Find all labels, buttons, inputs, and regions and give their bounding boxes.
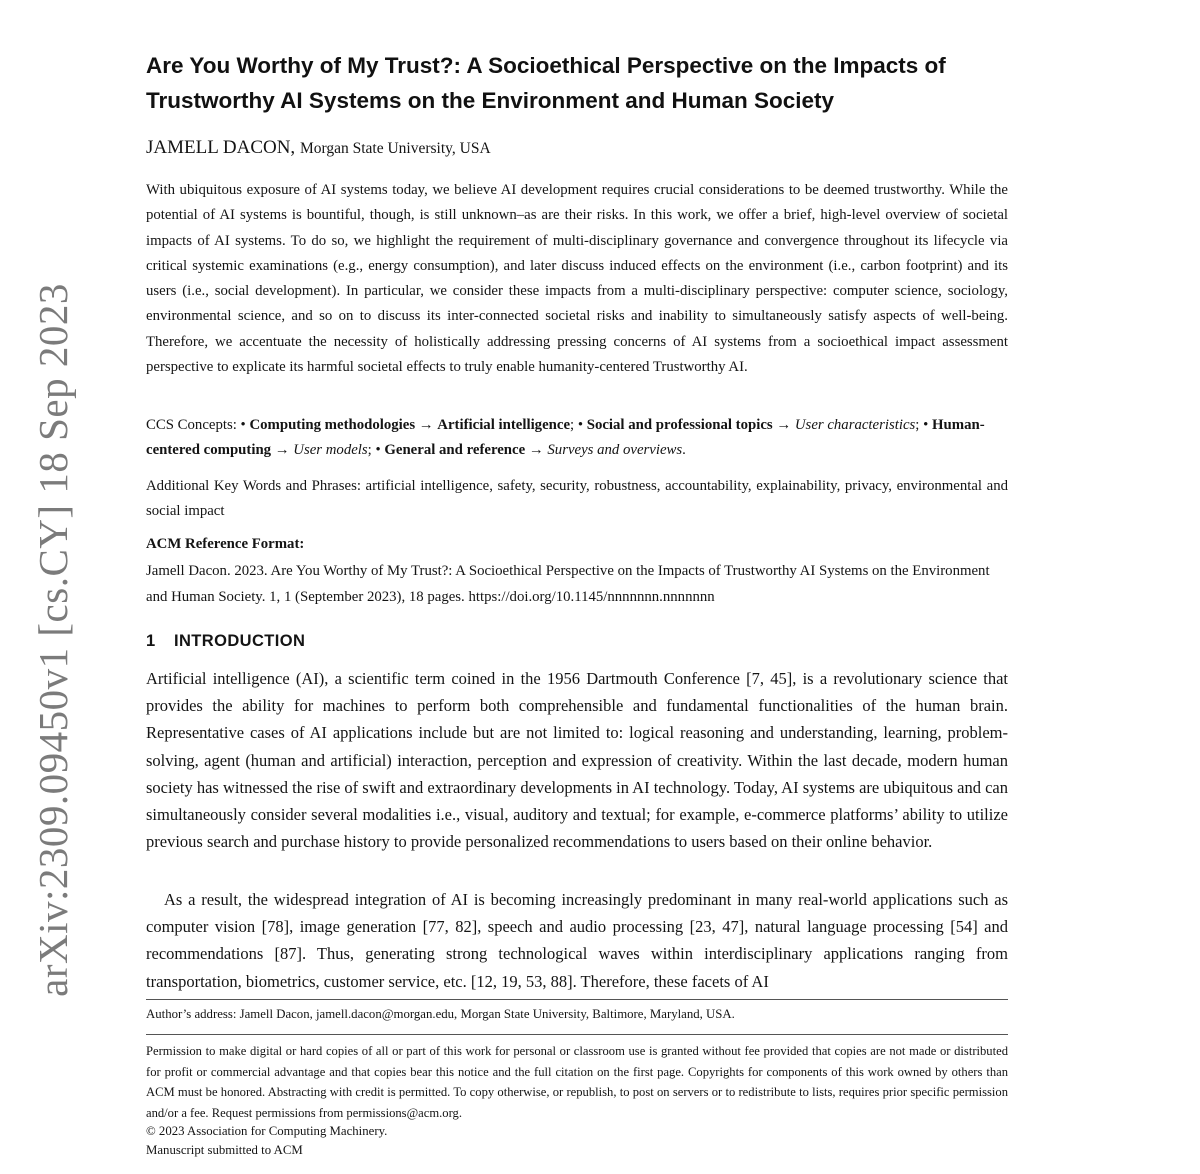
ccs-c1-sub: Artificial intelligence [437,417,571,433]
reference-body: Jamell Dacon. 2023. Are You Worthy of My Trust?: A Socioethical Perspective on the Impacts of Trustworthy AI Systems on the Environment and Human Society. 1, 1 (September 2023), 18 pages. https://doi.org/10.1145/nnnnnnn.nnnnnnn [146,563,990,605]
manuscript-note: Manuscript submitted to ACM [146,1143,303,1157]
ccs-concepts: CCS Concepts: • Computing methodologies → Artificial intelligence; • Social and professional topics → User characteristics; • Human-centered computing → User models; • General and reference → Surveys and overviews. [146,417,985,458]
abstract: With ubiquitous exposure of AI systems today, we believe AI development requires crucial considerations to be deemed trustworthy. While the potential of AI systems is bountiful, though, is still unknown–as are their risks. In this work, we offer a brief, high-level overview of societal impacts of AI systems. To do so, we highlight the requirement of multi-disciplinary governance and convergence throughout its lifecycle via critical systemic examinations (e.g., energy consumption), and later discuss induced effects on the environment (i.e., carbon footprint) and its users (i.e., social development). In particular, we consider these impacts from a multi-disciplinary perspective: computer science, sociology, environmental science, and so on to discuss its inter-connected societal risks and inability to simultaneously satisfy aspects of well-being. Therefore, we accentuate the necessity of holistically addressing pressing concerns of AI systems from a socioethical impact assessment perspective to explicate its harmful societal effects to truly enable humanity-centered Trustworthy AI. [146,182,1008,376]
title-line-2: Trustworthy AI Systems on the Environment and Human Society [146,88,835,113]
intro-paragraph-2: As a result, the widespread integration of AI is becoming increasingly predominant in many real-world applications such as computer vision [78], image generation [77, 82], speech and audio processing [23, 47], natural language processing [54] and recommendations [87]. Thus, generating strong technological waves within interdisciplinary applications ranging from transportation, biometrics, customer service, etc. [12, 19, 53, 88]. Therefore, these facets of AI [146,890,1008,991]
footnote-divider [146,999,1008,1000]
ccs-c1-bold: Computing methodologies [249,417,416,433]
author-block [146,137,491,159]
arxiv-identifier [20,283,86,997]
ccs-c2-sub: User characteristics [794,417,916,433]
copyright-notice: © 2023 Association for Computing Machinery. [146,1124,388,1138]
ccs-c2-bold: Social and professional topics [586,417,773,433]
ccs-c4-bold: General and reference [384,442,526,458]
keywords: Additional Key Words and Phrases: artificial intelligence, safety, security, robustness, accountability, explainability, privacy, environmental and social impact [146,478,1008,519]
ccs-c4-sub: Surveys and overviews [547,442,683,458]
author-affiliation: Morgan State University, USA [299,140,491,157]
ccs-c3-sub: User models [293,442,368,458]
permission-notice: Permission to make digital or hard copies of all or part of this work for personal or classroom use is granted without fee provided that copies are not made or distributed for profit or commercial advantage and that copies bear this notice and the full citation on the first page. Copyrights for components of this work owned by others than ACM must be honored. Abstracting with credit is permitted. To copy otherwise, or republish, to post on servers or to redistribute to lists, requires prior specific permission and/or a fee. Request permissions from permissions@acm.org. [146,1044,1008,1121]
paper-title [146,48,1008,118]
arxiv-identifier-text: arXiv:2309.09450v1 [cs.CY] 18 Sep 2023 [30,283,77,997]
ccs-label: CCS Concepts: [146,417,241,433]
title-line-1: Are You Worthy of My Trust?: A Socioethical Perspective on the Impacts of [146,53,946,78]
author-name: JAMELL DACON, [146,137,296,158]
section-number: 1 [146,632,156,650]
permission-divider [146,1034,1008,1035]
intro-paragraph-1: Artificial intelligence (AI), a scientific term coined in the 1956 Dartmouth Conference [7, 45], is a revolutionary science that provides the ability for machines to perform both comprehensible and fundamental functionalities of the human brain. Representative cases of AI applications include but are not limited to: logical reasoning and understanding, learning, problem-solving, agent (human and artificial) interaction, perception and expression of creativity. Within the last decade, modern human society has witnessed the rise of swift and extraordinary developments in AI technology. Today, AI systems are ubiquitous and can simultaneously consider several modalities i.e., visual, auditory and textual; for example, e-commerce platforms’ ability to utilize previous search and purchase history to provide personalized recommendations to users based on their online behavior. [146,669,1008,852]
reference-heading: ACM Reference Format: [146,536,305,552]
section-title: INTRODUCTION [174,632,306,650]
author-address: Author’s address: Jamell Dacon, jamell.dacon@morgan.edu, Morgan State University, Baltimore, Maryland, USA. [146,1007,735,1021]
ccs-c3-bold: Human-centered computing [146,417,985,458]
section-heading [146,632,305,651]
